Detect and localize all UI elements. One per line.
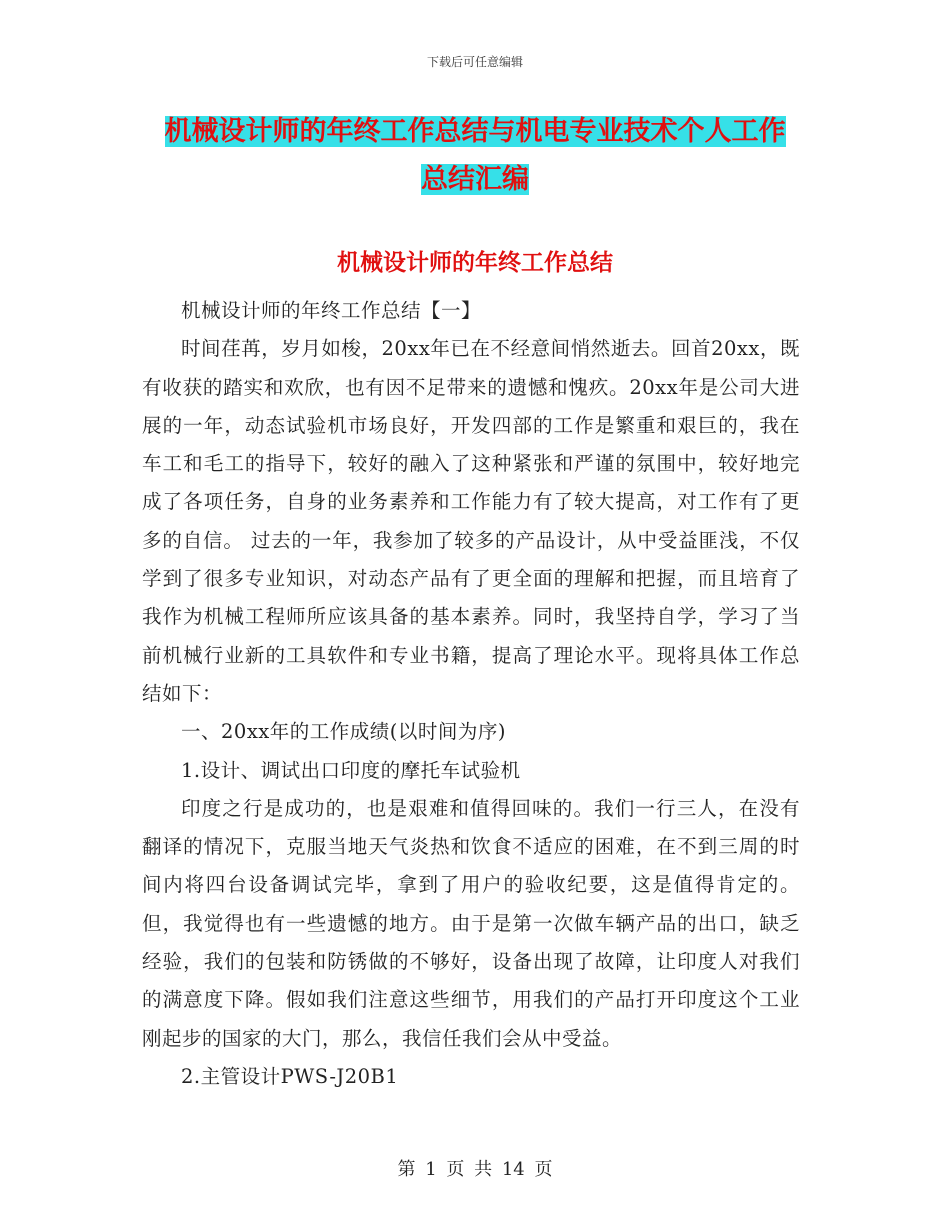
- paragraph: 2.主管设计PWS-J20B1: [181, 1064, 399, 1088]
- paragraph: 机械设计师的年终工作总结【一】: [181, 299, 482, 322]
- document-title: [150, 108, 800, 204]
- paragraph: 一、20xx年的工作成绩(以时间为序): [181, 720, 507, 744]
- document-title-line1: 机械设计师的年终工作总结与机电专业技术个人工作: [164, 116, 786, 147]
- paragraph: 印度之行是成功的，也是艰难和值得回味的。我们一行三人，在没有翻译的情况下，克服当地天气炎热和饮食不适应的困难，在不到三周的时间内将四台设备调试完毕，拿到了用户的验收纪要，这是值得肯定的。但，我觉得也有一些遗憾的地方。由于是第一次做车辆产品的出口，缺乏经验，我们的包装和防锈做的不够好，设备出现了故障，让印度人对我们的满意度下降。假如我们注意这些细节，用我们的产品打开印度这个工业刚起步的国家的大门，那么，我信任我们会从中受益。: [142, 796, 800, 1050]
- document-title-line2: 总结汇编: [421, 164, 529, 195]
- paragraph: 时间荏苒，岁月如梭，20xx年已在不经意间悄然逝去。回首20xx，既有收获的踏实和欢欣，也有因不足带来的遗憾和愧疚。20xx年是公司大进展的一年，动态试验机市场良好，开发四部的工作是繁重和艰巨的，我在车工和毛工的指导下，较好的融入了这种紧张和严谨的氛围中，较好地完成了各项任务，自身的业务素养和工作能力有了较大提高，对工作有了更多的自信。 过去的一年，我参加了较多的产品设计，从中受益匪浅，不仅学到了很多专业知识，对动态产品有了更全面的理解和把握，而且培育了我作为机械工程师所应该具备的基本素养。同时，我坚持自学，学习了当前机械行业新的工具软件和专业书籍，提高了理论水平。现将具体工作总结如下：: [142, 337, 800, 705]
- section-title: 机械设计师的年终工作总结: [337, 249, 613, 276]
- paragraph: 1.设计、调试出口印度的摩托车试验机: [181, 758, 521, 782]
- document-body: [142, 292, 800, 1096]
- header-note: 下载后可任意编辑: [426, 55, 523, 69]
- page-footer: 第 1 页 共 14 页: [397, 1159, 553, 1180]
